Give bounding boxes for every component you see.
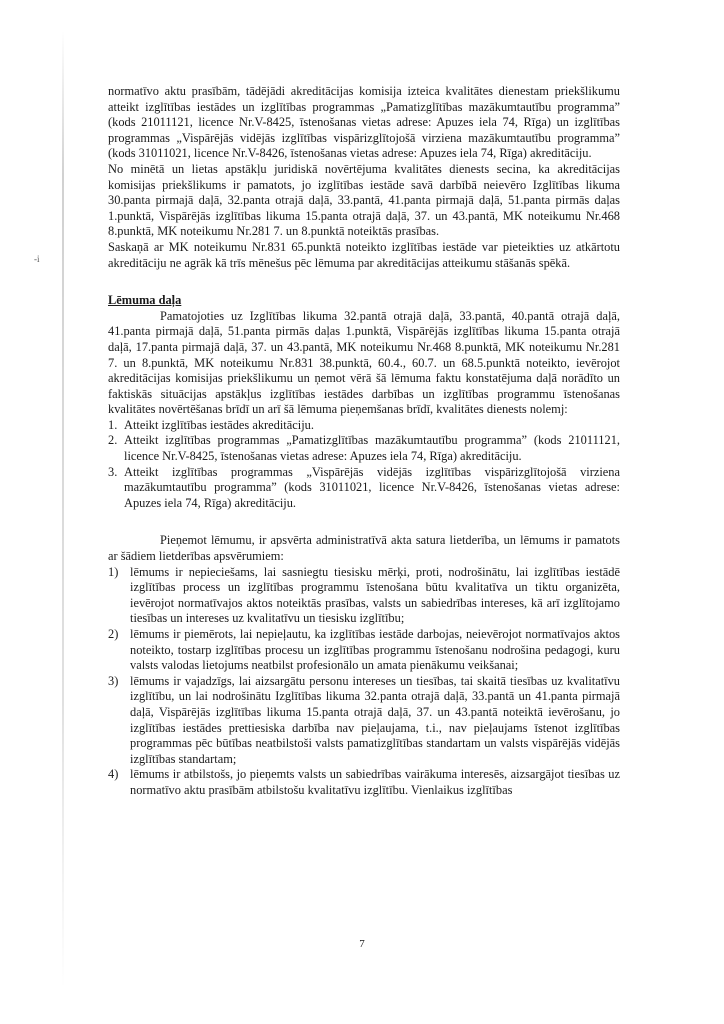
intro-paragraph-2: No minētā un lietas apstākļu juridiskā novērtējuma kvalitātes dienests secina, ka akreditācijas komisijas priekšlikums ir pamatots, jo izglītības iestāde savā darbībā neievēro Izglītības likuma 30.panta pirmajā daļā, 32.panta otrajā daļā, 33.pantā, 41.panta pirmajā daļā, 51.panta pirmās daļas 1.punktā, Vispārējās izglītības likuma 15.panta otrajā daļā, 37. un 43.pantā, MK noteikumu Nr.468 8.punktā, MK noteikumu Nr.281 7. un 8.punktā noteiktās prasības. (108, 161, 620, 239)
reasoning-item (108, 767, 620, 798)
decision-item-number: 2. (108, 433, 118, 448)
reasoning-list (108, 565, 620, 799)
reasoning-item-text: lēmums ir atbilstošs, jo pieņemts valsts un sabiedrības vairākuma interesēs, aizsargājot tiesības uz normatīvo aktu prasībām atbilstošu kvalitatīvu izglītību. Vienlaikus izglītības (130, 767, 620, 797)
reasoning-item-number: 3) (108, 673, 119, 688)
decision-item-number: 3. (108, 464, 118, 479)
decision-item-number: 1. (108, 417, 118, 432)
scan-binding-edge (62, 30, 64, 990)
intro-paragraph-1: normatīvo aktu prasībām, tādējādi akreditācijas komisija izteica kvalitātes dienestam priekšlikumu atteikt izglītības iestādes un izglītības programmas „Pamatizglītības mazākumtautību programma” (kods 21011121, licence Nr.V-8425, īstenošanas vietas adrese: Apuzes iela 74, Rīga) un izglītības programmas „Vispārējās vidējās izglītības vispārizglītojošā virziena mazākumtautību programma” (kods 31011021, licence Nr.V-8426, īstenošanas vietas adrese: Apuzes iela 74, Rīga) akreditāciju. (108, 84, 620, 161)
page-number: 7 (359, 938, 365, 950)
reasoning-intro: Pieņemot lēmumu, ir apsvērta administratīvā akta satura lietderība, un lēmums ir pamatots ar šādiem lietderības apsvērumiem: (108, 533, 620, 564)
decision-item (108, 433, 620, 464)
decision-body: Pamatojoties uz Izglītības likuma 32.pantā otrajā daļā, 33.pantā, 40.pantā otrajā daļā, 41.panta pirmajā daļā, 51.panta pirmās daļas 1.punktā, Vispārējās izglītības likuma 15.panta otrajā daļā, 17.panta pirmajā daļā, 37. un 43.pantā, MK noteikumu Nr.468 8.punktā, MK noteikumu Nr.281 7. un 8.punktā, MK noteikumu Nr.831 38.punktā, 60.4., 60.7. un 68.5.punktā noteikto, ievērojot akreditācijas komisijas priekšlikumu un ņemot vērā šā lēmuma faktu konstatējuma daļā norādīto un faktiskās situācijas apstākļus izglītības iestādes darbības un izglītības programmu īstenošanas kvalitātes novērtēšanas brīdī un arī šā lēmuma pieņemšanas brīdī, kvalitātes dienests nolemj: (108, 308, 620, 417)
scan-margin-mark: -i (34, 254, 40, 264)
decision-item-text: Atteikt izglītības programmas „Pamatizglītības mazākumtautību programma” (kods 21011121, licence Nr.V-8425, īstenošanas vietas adrese: Apuzes iela 74, Rīga) akreditāciju. (124, 433, 620, 464)
document-page (108, 84, 620, 799)
reasoning-item-number: 2) (108, 627, 119, 641)
reasoning-item-text: lēmums ir piemērots, lai nepieļautu, ka izglītības iestāde darbojas, neievērojot normatīvajos aktos noteikto, tostarp izglītības procesu un izglītības programmu īstenošanu nodrošina pedagogi, kuru valsts valodas lietojums neatbilst profesionālo un amata pienākumu veikšanai; (130, 627, 620, 673)
reasoning-item (108, 565, 620, 627)
reasoning-item-number: 1) (108, 564, 119, 579)
decision-item-text: Atteikt izglītības iestādes akreditāciju. (124, 417, 314, 432)
reasoning-item (108, 627, 620, 674)
reasoning-item-text: lēmums ir vajadzīgs, lai aizsargātu personu intereses un tiesības, tai skaitā tiesības uz kvalitatīvu izglītību, un lai nodrošinātu Izglītības likuma 32.panta otrajā daļā, 33.pantā un 41.panta pirmajā daļā, Vispārējās izglītības likuma 15.panta otrajā daļā, 37. un 43.pantā noteiktā ievērošanu, jo izglītības iestādes prettiesiska darbība nav pieļaujama, t.i., nav pieļaujams īstenot izglītības programmas pēc būtības neatbilstoši valsts pamatizglītības standartam un valsts vispārējās vidējās izglītības standartam; (130, 673, 620, 766)
decision-item (108, 418, 620, 434)
reasoning-item-text: lēmums ir nepieciešams, lai sasniegtu tiesisku mērķi, proti, nodrošinātu, lai izglītības iestādē izglītības process un izglītības programmu īstenošana būtu kvalitatīva un tiktu organizēta, ievērojot normatīvajos aktos noteiktās prasības, valsts un sabiedrības intereses, kā arī izglītojamo tiesības un intereses uz kvalitatīvu un tiesisku izglītību; (130, 564, 620, 626)
intro-paragraph-3: Saskaņā ar MK noteikumu Nr.831 65.punktā noteikto izglītības iestāde var pieteikties uz atkārtotu akreditāciju ne agrāk kā trīs mēnešus pēc lēmuma par akreditācijas atteikumu stāšanās spēkā. (108, 239, 620, 270)
reasoning-item (108, 674, 620, 768)
decision-heading: Lēmuma daļa (108, 293, 182, 308)
decision-list (108, 418, 620, 512)
reasoning-item-number: 4) (108, 767, 119, 782)
decision-item (108, 465, 620, 512)
decision-item-text: Atteikt izglītības programmas „Vispārējās vidējās izglītības vispārizglītojošā virziena mazākumtautību programma” (kods 31011021, licence Nr.V-8426, īstenošanas vietas adrese: Apuzes iela 74, Rīga) akreditāciju. (124, 464, 620, 510)
